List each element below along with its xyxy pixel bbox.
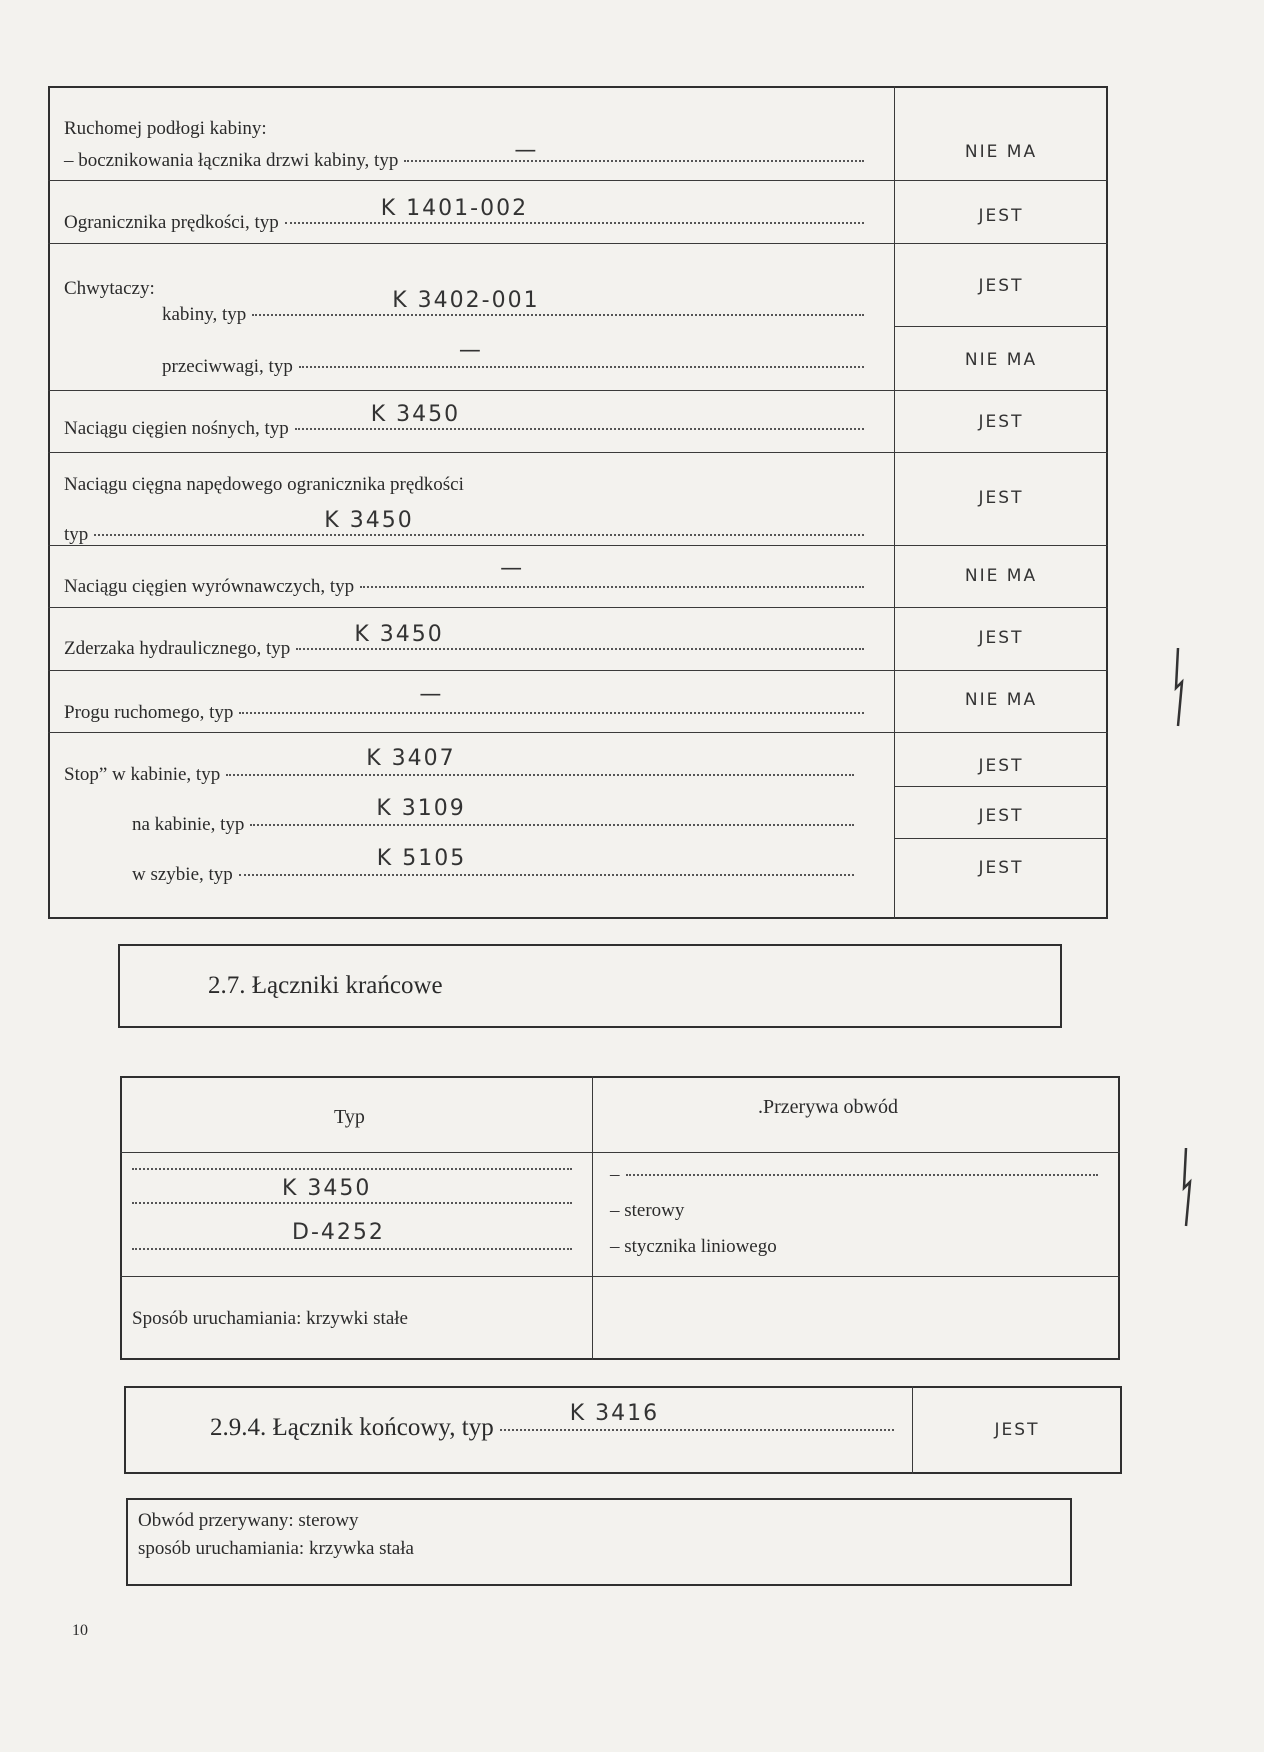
- row-heading: Ruchomej podłogi kabiny:: [64, 118, 267, 139]
- row-label-line: [162, 338, 870, 378]
- status-value: JEST: [978, 206, 1024, 226]
- handwritten-type-value: K 5105: [376, 846, 467, 871]
- final-switch-label: 2.9.4. Łącznik końcowy, typ: [210, 1414, 494, 1441]
- margin-mark: [1176, 1148, 1196, 1228]
- przerywa-item: – sterowy: [610, 1200, 685, 1221]
- handwritten-type-value: K 3109: [376, 796, 466, 821]
- status-value: JEST: [978, 756, 1024, 776]
- header-divider: [120, 1152, 1120, 1153]
- row-label: Ogranicznika prędkości, typ: [64, 212, 279, 233]
- row-label: – bocznikowania łącznika drzwi kabiny, typ: [64, 150, 399, 171]
- status-value: NIE MA: [964, 350, 1038, 370]
- status-value: JEST: [978, 488, 1024, 508]
- row-divider: [48, 670, 1108, 671]
- row-label: Naciągu cięgien nośnych, typ: [64, 418, 289, 439]
- dotted-fill: [626, 1174, 1099, 1176]
- row-label-line: [64, 622, 870, 660]
- row-divider: [48, 732, 1108, 733]
- section-title-box: [118, 944, 1062, 1028]
- page-number: 10: [72, 1622, 88, 1639]
- row-label: typ: [64, 524, 89, 545]
- status-value: JEST: [978, 858, 1024, 878]
- dotted-fill: [285, 196, 864, 224]
- handwritten-type-value: K 3416: [569, 1401, 660, 1426]
- typ-line: [132, 1220, 578, 1254]
- status-value: JEST: [978, 628, 1024, 648]
- row-divider: [894, 838, 1108, 839]
- row-label-line: [162, 288, 870, 326]
- dotted-fill: [404, 138, 864, 163]
- row-label: Stop” w kabinie, typ: [64, 764, 221, 785]
- row-label: w szybie, typ: [132, 864, 233, 885]
- dotted-fill: [239, 846, 854, 876]
- przerywa-item-text: –: [610, 1164, 620, 1185]
- handwritten-type-value: K 3402-001: [392, 288, 540, 313]
- row-label: przeciwwagi, typ: [162, 356, 293, 377]
- handwritten-type-value: K 3450: [370, 402, 461, 427]
- dotted-fill: [132, 1220, 572, 1250]
- margin-mark: [1168, 648, 1188, 728]
- dotted-fill: [226, 746, 854, 776]
- footer-divider: [120, 1276, 1120, 1277]
- row-label: Naciągu cięgien wyrównawczych, typ: [64, 576, 355, 597]
- przerywa-item: [610, 1164, 1104, 1186]
- activation-method: Sposób uruchamiania: krzywki stałe: [132, 1308, 408, 1329]
- circuit-note-box: [126, 1498, 1072, 1586]
- handwritten-type-value: K 3450: [324, 508, 414, 533]
- dotted-fill: [132, 1176, 572, 1204]
- status-value: NIE MA: [964, 566, 1038, 586]
- status-value: JEST: [978, 276, 1024, 296]
- row-label-line: [64, 402, 870, 440]
- dotted-fill: [296, 622, 864, 650]
- dotted-fill: [252, 288, 864, 316]
- row-label: kabiny, typ: [162, 304, 247, 325]
- handwritten-type-value: —: [419, 682, 444, 707]
- row-label: Zderzaka hydraulicznego, typ: [64, 638, 291, 659]
- note-line: sposób uruchamiania: krzywka stała: [138, 1538, 414, 1559]
- handwritten-typ: K 3450: [282, 1176, 372, 1201]
- note-line: Obwód przerywany: sterowy: [138, 1510, 359, 1531]
- row-label-line: [64, 682, 870, 724]
- przerywa-item: – stycznika liniowego: [610, 1236, 777, 1257]
- handwritten-type-value: K 3450: [354, 622, 444, 647]
- row-label-line: [132, 846, 860, 886]
- handwritten-type-value: —: [458, 338, 483, 363]
- status-value: NIE MA: [964, 142, 1038, 162]
- dotted-fill: [295, 402, 864, 430]
- row-label-line: [64, 138, 870, 172]
- row-label-line: [132, 796, 860, 836]
- row-divider: [48, 243, 1108, 244]
- dotted-fill: [239, 682, 864, 714]
- handwritten-type-value: —: [514, 138, 539, 163]
- handwritten-type-value: —: [500, 556, 525, 581]
- row-label-line: [64, 746, 860, 786]
- final-switch-line: [210, 1401, 900, 1442]
- row-divider: [48, 180, 1108, 181]
- row-label-line: [64, 556, 870, 598]
- status-value: JEST: [978, 806, 1024, 826]
- handwritten-typ: D-4252: [292, 1220, 385, 1245]
- row-divider: [894, 326, 1108, 327]
- column-divider: [592, 1076, 593, 1360]
- section-title: 2.7. Łączniki krańcowe: [208, 972, 443, 999]
- status-value: JEST: [978, 412, 1024, 432]
- dotted-fill: [132, 1168, 572, 1170]
- dotted-fill: [500, 1401, 894, 1431]
- typ-line: [132, 1176, 578, 1208]
- row-divider: [48, 390, 1108, 391]
- row-heading: Chwytaczy:: [64, 278, 155, 299]
- dotted-fill: [250, 796, 854, 826]
- column-header-typ: Typ: [334, 1106, 365, 1128]
- row-divider: [48, 452, 1108, 453]
- dotted-fill: [360, 556, 864, 588]
- dotted-fill: [94, 508, 864, 536]
- column-header-przerywa: .Przerywa obwód: [758, 1096, 898, 1118]
- row-divider: [894, 786, 1108, 787]
- row-divider: [48, 607, 1108, 608]
- row-heading: Naciągu cięgna napędowego ogranicznika prędkości: [64, 474, 464, 495]
- row-label-line: [64, 508, 870, 546]
- status-value: JEST: [994, 1420, 1040, 1440]
- dotted-fill: [299, 338, 864, 368]
- row-label-line: [64, 196, 870, 234]
- row-label: na kabinie, typ: [132, 814, 245, 835]
- handwritten-type-value: K 3407: [366, 746, 456, 771]
- row-label: Progu ruchomego, typ: [64, 702, 234, 723]
- typ-line: [132, 1172, 578, 1174]
- status-value: NIE MA: [964, 690, 1038, 710]
- handwritten-type-value: K 1401-002: [380, 196, 529, 221]
